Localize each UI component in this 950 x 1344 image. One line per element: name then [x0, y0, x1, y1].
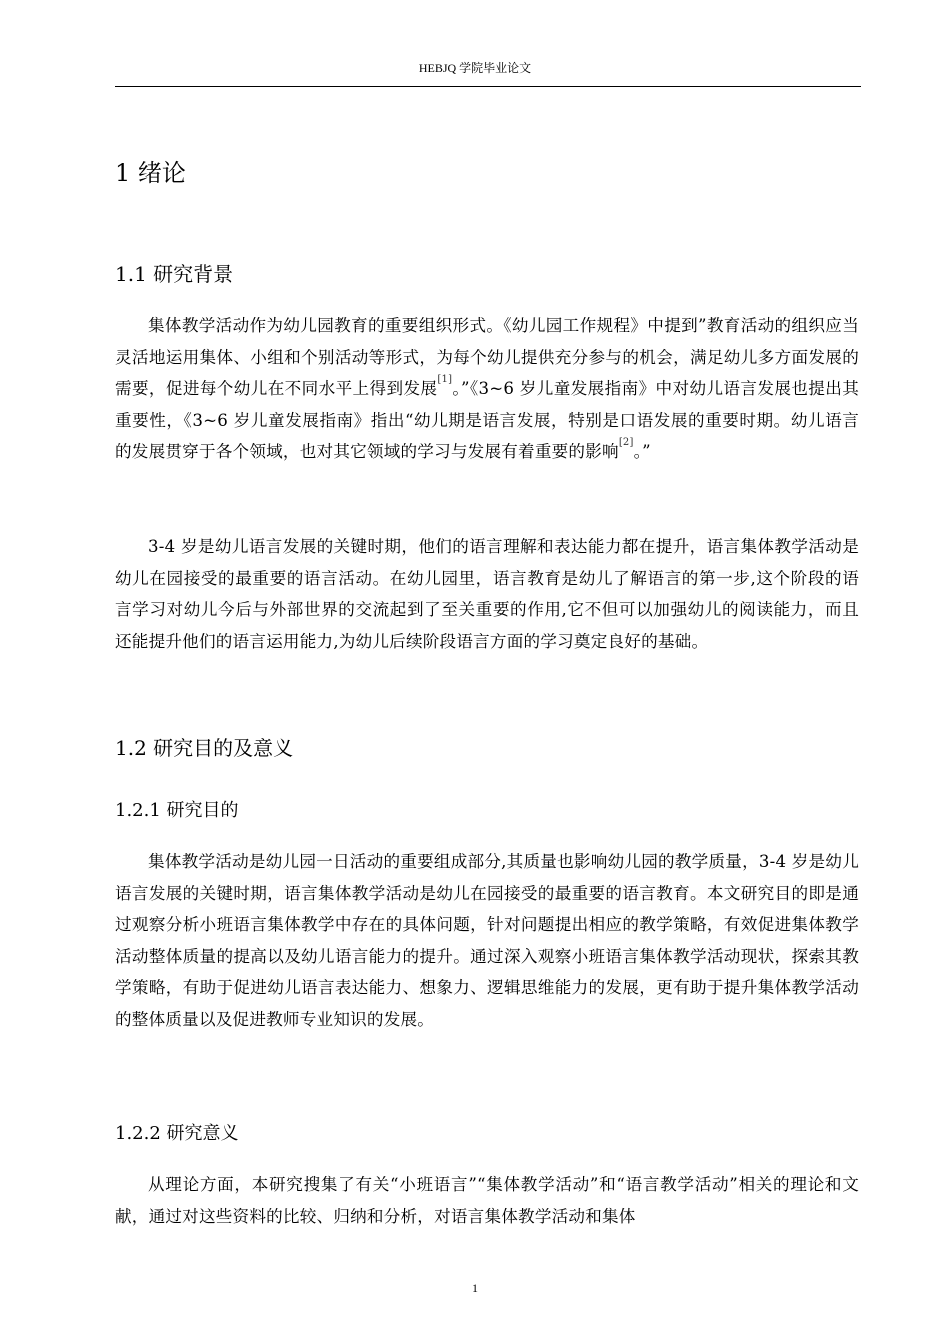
- paragraph-text: 。”《3~6 岁儿童发展指南》中对幼儿语言发展也提出其重要性，《3~6 岁儿童发展指南》指出“幼儿期是语言发展，特别是口语发展的重要时期。幼儿语言的发展贯穿于各个领域，也对其它领域的学习与发展有着重要的影响: [115, 379, 859, 462]
- section-title-1-2: 1.2 研究目的及意义: [115, 736, 294, 760]
- section-title-1-1: 1.1 研究背景: [115, 262, 234, 286]
- paragraph-background-2: 3-4 岁是幼儿语言发展的关键时期，他们的语言理解和表达能力都在提升，语言集体教学活动是幼儿在园接受的最重要的语言活动。在幼儿园里，语言教育是幼儿了解语言的第一步,这个阶段的语言学习对幼儿今后与外部世界的交流起到了至关重要的作用,它不但可以加强幼儿的阅读能力，而且还能提升他们的语言运用能力,为幼儿后续阶段语言方面的学习奠定良好的基础。: [115, 537, 859, 651]
- paragraph-text: 集体教学活动作为幼儿园教育的重要组织形式。《幼儿园工作规程》中提到”教育活动的组织应当灵活地运用集体、小组和个别活动等形式，为每个幼儿提供充分参与的机会，满足幼儿多方面发展的需要，促进每个幼儿在不同水平上得到发展: [115, 316, 859, 399]
- page-header: HEBJQ 学院毕业论文: [418, 61, 532, 75]
- paragraph-purpose: 集体教学活动是幼儿园一日活动的重要组成部分,其质量也影响幼儿园的教学质量，3-4 岁是幼儿语言发展的关键时期，语言集体教学活动是幼儿在园接受的最重要的语言教育。本文研究目的即是通过观察分析小班语言集体教学中存在的具体问题，针对问题提出相应的教学策略，有效促进集体教学活动整体质量的提高以及幼儿语言能力的提升。通过深入观察小班语言集体教学活动现状，探索其教学策略，有助于促进幼儿语言表达能力、想象力、逻辑思维能力的发展，更有助于提升集体教学活动的整体质量以及促进教师专业知识的发展。: [115, 852, 859, 1029]
- section-title-1-2-1: 1.2.1 研究目的: [115, 800, 239, 821]
- paragraph-text: 。”: [633, 442, 651, 462]
- citation-ref: [1]: [437, 374, 453, 386]
- header-rule: [115, 86, 861, 87]
- page-number: 1: [472, 1281, 478, 1295]
- paragraph-background-1: [115, 310, 859, 468]
- citation-ref: [2]: [618, 437, 634, 449]
- section-title-1-2-2: 1.2.2 研究意义: [115, 1123, 239, 1144]
- paragraph-significance: 从理论方面，本研究搜集了有关“小班语言”“集体教学活动”和“语言教学活动”相关的理论和文献，通过对这些资料的比较、归纳和分析，对语言集体教学活动和集体: [115, 1175, 859, 1226]
- chapter-title: 1 绪论: [115, 159, 186, 187]
